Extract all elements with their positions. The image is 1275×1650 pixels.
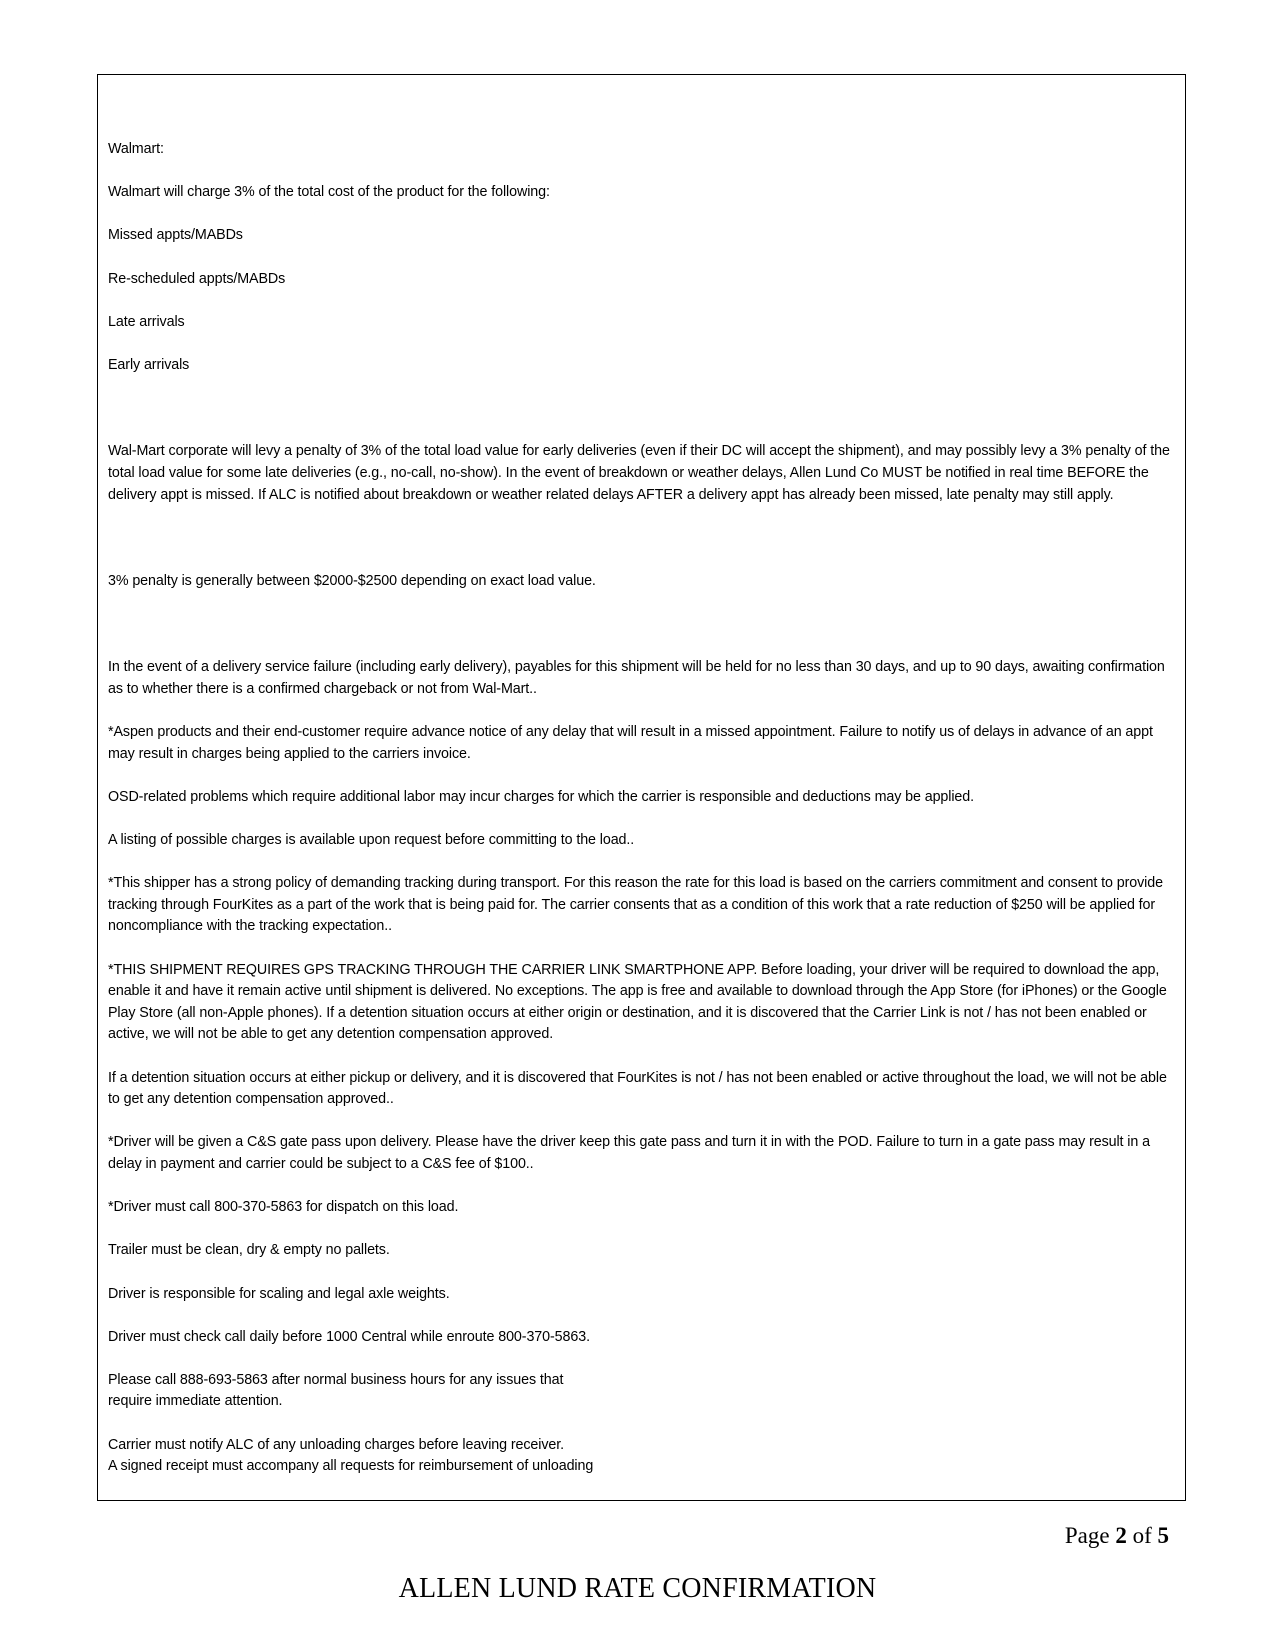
page-of: of: [1132, 1523, 1152, 1548]
content-box: [97, 74, 1186, 1501]
paragraph-walmart-heading: Walmart:: [108, 141, 164, 157]
page-total: 5: [1157, 1523, 1169, 1548]
paragraph-dispatch-call: *Driver must call 800-370-5863 for dispatch on this load.: [108, 1199, 459, 1216]
paragraph-rescheduled-appts: Re-scheduled appts/MABDs: [108, 270, 286, 287]
paragraph-fourkites-detention: If a detention situation occurs at either pickup or delivery, and it is discovered that FourKites is not / has not been enabled or active throughout the load, we will not be able to get any detention compensation approved..: [108, 1069, 1167, 1108]
document-body: [108, 139, 1178, 1478]
page-prefix: Page: [1064, 1523, 1110, 1548]
paragraph-late-arrivals: Late arrivals: [108, 313, 185, 330]
paragraph-after-hours: Please call 888-693-5863 after normal business hours for any issues that require immediate attention.: [108, 1371, 564, 1410]
paragraph-unloading-charges: Carrier must notify ALC of any unloading charges before leaving receiver.: [108, 1436, 565, 1453]
paragraph-trailer-clean: Trailer must be clean, dry & empty no pallets.: [108, 1242, 390, 1259]
paragraph-signed-receipt: A signed receipt must accompany all requests for reimbursement of unloading: [108, 1458, 594, 1475]
paragraph-early-arrivals: Early arrivals: [108, 356, 190, 373]
page-number: [1065, 1523, 1169, 1549]
paragraph-aspen-notice: *Aspen products and their end-customer require advance notice of any delay that will result in a missed appointment. Failure to notify us of delays in advance of an appt may result in charges being applied to the carriers invoice.: [108, 724, 1153, 762]
footer-title: ALLEN LUND RATE CONFIRMATION: [398, 1573, 877, 1604]
paragraph-gps-tracking: *THIS SHIPMENT REQUIRES GPS TRACKING THROUGH THE CARRIER LINK SMARTPHONE APP. Before loading, your driver will be required to download the app, enable it and have it remain active until shipment is delivered. No exceptions. The app is free and available to download through the App Store (for iPhones) or the Google Play Store (all non-Apple phones). If a detention situation occurs at either origin or destination, and it is discovered that the Carrier Link is not / has not been enabled or active, we will not be able to get any detention compensation approved.: [108, 961, 1167, 1043]
paragraph-axle-weights: Driver is responsible for scaling and legal axle weights.: [108, 1285, 450, 1302]
paragraph-penalty-range: 3% penalty is generally between $2000-$2500 depending on exact load value.: [108, 572, 596, 589]
page-current: 2: [1115, 1523, 1127, 1548]
paragraph-gate-pass: *Driver will be given a C&S gate pass upon delivery. Please have the driver keep this gate pass and turn it in with the POD. Failure to turn in a gate pass may result in a delay in payment and carrier could be subject to a C&S fee of $100..: [108, 1134, 1150, 1172]
paragraph-osd-problems: OSD-related problems which require additional labor may incur charges for which the carrier is responsible and deductions may be applied.: [108, 788, 975, 805]
paragraph-walmart-charge: Walmart will charge 3% of the total cost of the product for the following:: [108, 184, 550, 201]
paragraph-charges-listing: A listing of possible charges is available upon request before committing to the load..: [108, 832, 635, 849]
paragraph-walmart-penalty: Wal-Mart corporate will levy a penalty of 3% of the total load value for early deliveries (even if their DC will accept the shipment), and may possibly levy a 3% penalty of the total load value for some late deliveries (e.g., no-call, no-show). In the event of breakdown or weather delays, Allen Lund Co MUST be notified in real time BEFORE the delivery appt is missed. If ALC is notified about breakdown or weather related delays AFTER a delivery appt has already been missed, late penalty may still apply.: [108, 443, 1170, 503]
paragraph-service-failure: In the event of a delivery service failure (including early delivery), payables for this shipment will be held for no less than 30 days, and up to 90 days, awaiting confirmation as to whether there is a confirmed chargeback or not from Wal-Mart..: [108, 659, 1165, 697]
paragraph-tracking-policy: *This shipper has a strong policy of demanding tracking during transport. For this reason the rate for this load is based on the carriers commitment and consent to provide tracking through FourKites as a part of the work that is being paid for. The carrier consents that as a condition of this work that a rate reduction of $250 will be applied for noncompliance with the tracking expectation..: [108, 875, 1163, 935]
paragraph-check-call: Driver must check call daily before 1000 Central while enroute 800-370-5863.: [108, 1328, 590, 1345]
paragraph-missed-appts: Missed appts/MABDs: [108, 227, 243, 244]
